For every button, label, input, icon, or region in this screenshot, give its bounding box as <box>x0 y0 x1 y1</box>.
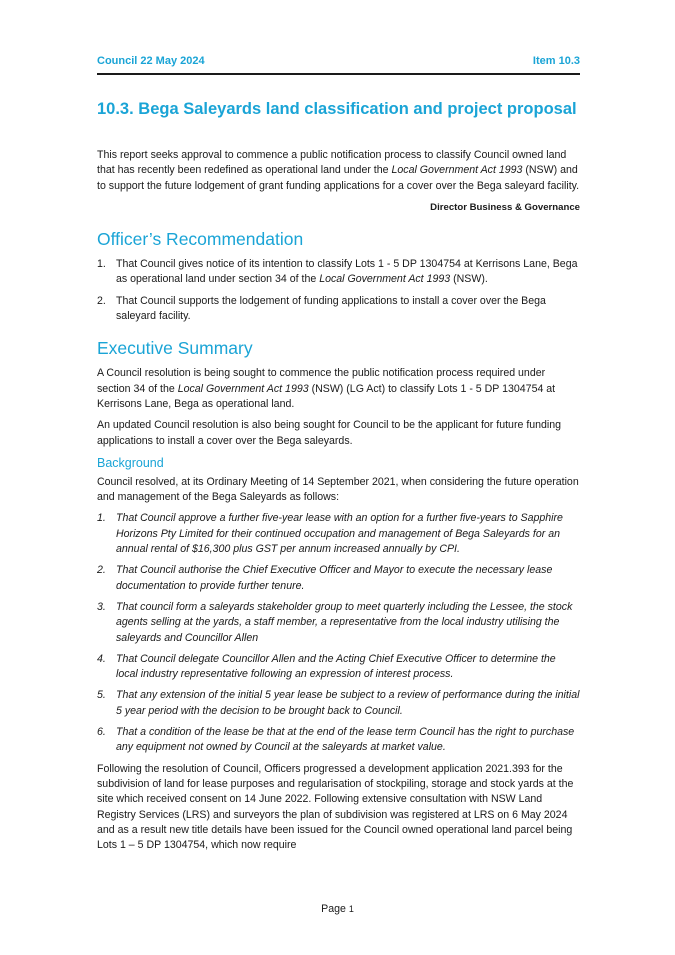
summary-paragraph: An updated Council resolution is also being sought for Council to be the applicant for future funding applications to install a cover over the Bega saleyards. <box>97 419 562 447</box>
resolution-item <box>97 600 580 646</box>
resolution-item <box>97 563 580 594</box>
director-label: Director Business & Governance <box>430 201 580 213</box>
list-number: 2. <box>97 294 106 307</box>
act-name: Local Government Act 1993 <box>319 273 451 286</box>
meeting-date: Council 22 May 2024 <box>97 55 205 67</box>
page-header <box>97 55 580 69</box>
list-number: 1. <box>97 512 106 525</box>
page-number: 1 <box>348 904 354 914</box>
list-number: 2. <box>97 564 106 577</box>
list-number: 5. <box>97 689 106 702</box>
summary-heading: Executive Summary <box>97 338 253 359</box>
resolution-item <box>97 725 580 756</box>
list-text: That any extension of the initial 5 year lease be subject to a review of performance during the initial 5 year period with the decision to be brought back to Council. <box>116 689 580 717</box>
summary-paragraph <box>97 366 580 412</box>
recommendation-item <box>97 294 580 325</box>
list-text: (NSW). <box>450 273 488 286</box>
list-number: 4. <box>97 652 106 665</box>
act-name: Local Government Act 1993 <box>177 382 309 395</box>
list-text: That a condition of the lease be that at the end of the lease term Council has the right to purchase any equipment not owned by Council at the saleyards at market value. <box>116 726 575 754</box>
item-number: Item 10.3 <box>532 55 580 67</box>
background-intro: Council resolved, at its Ordinary Meeting of 14 September 2021, when considering the future operation and management of the Bega Saleyards as follows: <box>97 475 579 504</box>
list-number: 1. <box>97 258 106 271</box>
intro-paragraph <box>97 148 580 194</box>
page-label: Page <box>321 903 346 915</box>
list-text: That Council authorise the Chief Executive Officer and Mayor to execute the necessary lease documentation to provide further tenure. <box>116 564 553 592</box>
background-heading: Background <box>97 455 164 470</box>
intro-text: This report seeks approval to commence a public notification process to classify Council owned land that has recently been redefined as operational land under the <box>97 149 567 177</box>
intro-text: (NSW) and to support the future lodgement of grant funding applications for a cover over the Bega saleyard facility. <box>97 164 580 192</box>
list-number: 6. <box>97 726 106 739</box>
resolution-item <box>97 652 580 683</box>
list-text: That Council gives notice of its intention to classify Lots 1 - 5 DP 1304754 at Kerrisons Lane, Bega as operational land under section 34 of the <box>116 258 578 286</box>
recommendation-heading: Officer’s Recommendation <box>97 229 304 250</box>
page-footer <box>0 903 675 915</box>
list-text: That Council approve a further five-year lease with an option for a further five-years to Sapphire Horizons Pty Limited for their continued occupation and management of Bega Saleyards for an annual rental of $16,300 plus GST per annum increased annually by CPI. <box>116 512 563 556</box>
act-name: Local Government Act 1993 <box>391 164 523 177</box>
list-text: That council form a saleyards stakeholder group to meet quarterly including the Lessee, the stock agents selling at the yards, a staff member, a representative from the local industry utilising the saleyards and Councillor Allen <box>116 600 573 644</box>
background-closing: Following the resolution of Council, Officers progressed a development application 2021.393 for the subdivision of land for lease purposes and regularisation of stockpiling, storage and stock yards at the site which received consent on 14 June 2022. Following extensive consultation with NSW Land Registry Services (LRS) and surveyors the plan of subdivision was registered at LRS on 6 May 2024 and as a result new title details have been issued for the Council owned operational land parcel being Lots 1 – 5 DP 1304754, which now require <box>97 762 574 852</box>
summary-text: A Council resolution is being sought to commence the public notification process required under section 34 of the <box>97 367 546 395</box>
resolution-item <box>97 688 580 719</box>
list-number: 3. <box>97 600 106 613</box>
list-text: That Council supports the lodgement of funding applications to install a cover over the Bega saleyard facility. <box>116 294 546 323</box>
list-text: That Council delegate Councillor Allen and the Acting Chief Executive Officer to determine the local industry representative following an expression of interest process. <box>116 652 556 681</box>
header-divider <box>97 73 580 75</box>
resolution-list <box>97 511 580 755</box>
recommendation-item <box>97 257 580 288</box>
resolution-item <box>97 511 580 557</box>
recommendation-list <box>97 257 580 324</box>
summary-text: (NSW) (LG Act) to classify Lots 1 - 5 DP 1304754 at Kerrisons Lane, Bega as operational land. <box>97 382 556 410</box>
report-title: 10.3. Bega Saleyards land classification and project proposal <box>97 100 577 118</box>
report-body <box>97 148 580 859</box>
